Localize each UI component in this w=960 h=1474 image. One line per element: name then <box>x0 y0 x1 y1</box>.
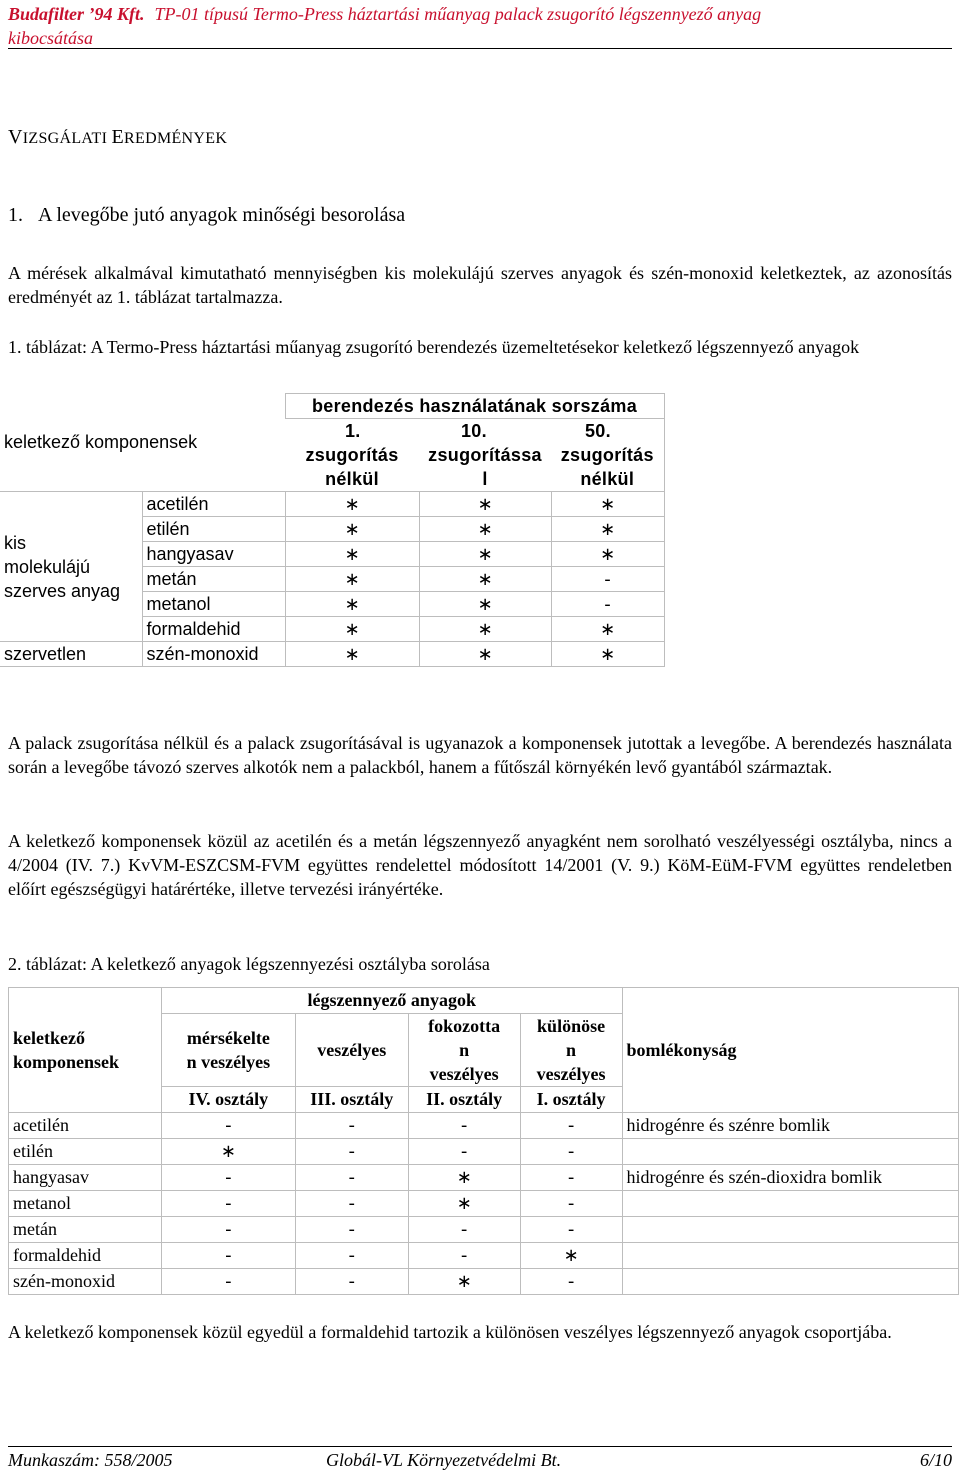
table2-caption: 2. táblázat: A keletkező anyagok légszennyezési osztályba sorolása <box>8 954 490 974</box>
table2-cell: - <box>295 1139 408 1165</box>
table2-decomp: hidrogénre és szénre bomlik <box>622 1113 958 1139</box>
table2-cell: ∗ <box>408 1191 520 1217</box>
table1-group-organic: kis molekulájú szerves anyag <box>0 492 142 642</box>
table2-cell: - <box>520 1113 622 1139</box>
table2-cell: - <box>295 1243 408 1269</box>
table1-row-name: acetilén <box>142 492 285 517</box>
table1-cell: ∗ <box>285 517 419 542</box>
table1-row-label: keletkező komponensek <box>4 431 198 452</box>
subsection-heading <box>8 204 952 227</box>
table1-cell: ∗ <box>551 517 664 542</box>
table1-col-mode-1a: zsugorítás <box>305 444 399 465</box>
paragraph-1: A mérések alkalmával kimutatható mennyiségben kis molekulájú szerves anyagok és szén-monoxid keletkeztek, az azonosítás eredményét az 1. táblázat tartalmazza. <box>8 263 952 307</box>
table2-cell: - <box>295 1217 408 1243</box>
table2-cell: - <box>520 1191 622 1217</box>
table1-cell: ∗ <box>285 617 419 642</box>
table2-class-1: IV. osztály <box>161 1087 295 1113</box>
paragraph-5: A keletkező komponensek közül egyedül a formaldehid tartozik a különösen veszélyes légszennyező anyagok csoportjába. <box>8 1322 892 1342</box>
table2-cell: - <box>408 1217 520 1243</box>
table2-cell: ∗ <box>408 1165 520 1191</box>
subsection-number: 1. <box>8 204 23 226</box>
table1-cell: ∗ <box>419 492 551 517</box>
table2-cell: - <box>408 1139 520 1165</box>
table1-row-name: etilén <box>142 517 285 542</box>
table2-decomp <box>622 1191 958 1217</box>
footer-job-number: Munkaszám: 558/2005 <box>8 1450 173 1470</box>
table2-group-label: légszennyező anyagok <box>161 988 622 1014</box>
table1-cell: ∗ <box>419 567 551 592</box>
footer-page-number: 6/10 <box>919 1450 952 1470</box>
paragraph-3: A palack zsugorítása nélkül és a palack zsugorításával is ugyanazok a komponensek jutottak a levegőbe. A berendezés használata során a levegőbe távozó szerves alkotók nem a palackból, hanem a fűtőszál környékén levő gyantából származtak. <box>8 733 952 777</box>
table1-cell: ∗ <box>419 517 551 542</box>
table2-cell: - <box>408 1243 520 1269</box>
table2-cell: - <box>161 1191 295 1217</box>
table1-row-name: szén-monoxid <box>142 642 285 667</box>
table1-col-group: berendezés használatának sorszáma <box>285 394 664 419</box>
table2-decomp <box>622 1243 958 1269</box>
table2-cell: - <box>295 1191 408 1217</box>
header-divider <box>8 48 952 49</box>
table2-class-2: III. osztály <box>295 1087 408 1113</box>
table2-cell: - <box>520 1139 622 1165</box>
table1-col-num-3: 50. <box>551 419 664 444</box>
table1-row-name: hangyasav <box>142 542 285 567</box>
table2-row-name: formaldehid <box>9 1243 162 1269</box>
table1-cell: ∗ <box>419 542 551 567</box>
table1-row-name: metanol <box>142 592 285 617</box>
table2-cat-4: különöse n veszélyes <box>520 1014 622 1087</box>
table1-cell: ∗ <box>551 492 664 517</box>
table1-col-mode-1b: nélkül <box>285 467 419 492</box>
table2-row-name: etilén <box>9 1139 162 1165</box>
page-header <box>8 2 952 50</box>
table1-col-mode-3b: nélkül <box>551 467 664 492</box>
table1-cell: ∗ <box>285 567 419 592</box>
table2-row-name: acetilén <box>9 1113 162 1139</box>
table1-row-name: metán <box>142 567 285 592</box>
table1-cell: ∗ <box>551 542 664 567</box>
table2-row-name: metán <box>9 1217 162 1243</box>
table2-cell: ∗ <box>408 1269 520 1295</box>
table-1 <box>0 393 665 667</box>
table2-row-name: szén-monoxid <box>9 1269 162 1295</box>
table1-cell: ∗ <box>551 617 664 642</box>
table2-cat-3: fokozotta n veszélyes <box>408 1014 520 1087</box>
table2-cell: - <box>295 1113 408 1139</box>
heading-part-2: REDMÉNYEK <box>124 130 228 147</box>
table2-cell: - <box>161 1217 295 1243</box>
table2-decomp <box>622 1217 958 1243</box>
table2-class-4: I. osztály <box>520 1087 622 1113</box>
table1-group-inorganic: szervetlen <box>0 642 142 667</box>
table2-cell: - <box>520 1165 622 1191</box>
table2-cell: - <box>295 1269 408 1295</box>
header-title-cont: kibocsátása <box>8 28 93 48</box>
table1-cell: - <box>551 592 664 617</box>
table1-caption: 1. táblázat: A Termo-Press háztartási műanyag zsugorító berendezés üzemeltetésekor keletkező légszennyező anyagok <box>8 337 860 357</box>
table2-cell: - <box>520 1269 622 1295</box>
table1-cell: ∗ <box>285 542 419 567</box>
table-2 <box>8 987 959 1295</box>
table1-cell: ∗ <box>285 492 419 517</box>
table2-cell: - <box>161 1243 295 1269</box>
table2-cat-1: mérsékelte n veszélyes <box>161 1014 295 1087</box>
table1-cell: ∗ <box>419 617 551 642</box>
table1-cell: ∗ <box>551 642 664 667</box>
table2-cell: - <box>408 1113 520 1139</box>
table1-cell: ∗ <box>419 642 551 667</box>
heading-part-1: IZSGÁLATI <box>22 130 112 147</box>
table1-cell: - <box>551 567 664 592</box>
header-line-1 <box>8 2 952 26</box>
heading-letter-e: E <box>111 126 125 148</box>
paragraph-4: A keletkező komponensek közül az acetilén és a metán légszennyező anyagként nem sorolható veszélyességi osztályba, nincs a 4/2004 (IV. 7.) KvVM-ESZCSM-FVM együttes rendelettel módosított 14/2001 (V. 9.) KöM-EüM-FVM együttes rendeletben előírt egészségügyi határértéke, illetve tervezési irányértéke. <box>8 831 952 899</box>
table1-cell: ∗ <box>285 592 419 617</box>
table1-col-mode-2a: zsugorítássa <box>428 444 542 465</box>
table1-cell: ∗ <box>285 642 419 667</box>
table1-col-mode-2b: l <box>419 467 551 492</box>
table2-row-label: keletkező komponensek <box>9 988 162 1113</box>
footer-divider <box>8 1446 952 1447</box>
table2-cell: - <box>161 1165 295 1191</box>
header-title: TP-01 típusú Termo-Press háztartási műanyag palack zsugorító légszennyező anyag <box>154 4 762 24</box>
heading-letter-v: V <box>8 126 23 148</box>
table2-cell: - <box>295 1165 408 1191</box>
table2-cell: - <box>161 1113 295 1139</box>
table1-col-mode-3a: zsugorítás <box>551 443 664 467</box>
section-heading <box>8 126 952 149</box>
table2-class-3: II. osztály <box>408 1087 520 1113</box>
table2-cell: ∗ <box>520 1243 622 1269</box>
table1-cell: ∗ <box>419 592 551 617</box>
table1-col-num-1: 1. <box>345 420 361 441</box>
header-brand: Budafilter ’94 Kft. <box>8 4 145 24</box>
table2-decomp: hidrogénre és szén-dioxidra bomlik <box>622 1165 958 1191</box>
table2-row-name: metanol <box>9 1191 162 1217</box>
subsection-title: A levegőbe jutó anyagok minőségi besorolása <box>38 204 406 226</box>
table2-decomp <box>622 1139 958 1165</box>
table1-col-num-2: 10. <box>461 420 487 441</box>
table1-row-name: formaldehid <box>142 617 285 642</box>
table2-cell: - <box>520 1217 622 1243</box>
footer-company: Globál-VL Környezetvédelmi Bt. <box>326 1450 562 1470</box>
table2-cell: ∗ <box>161 1139 295 1165</box>
table2-cell: - <box>161 1269 295 1295</box>
table2-decomp <box>622 1269 958 1295</box>
table2-cat-2: veszélyes <box>295 1014 408 1087</box>
table2-row-name: hangyasav <box>9 1165 162 1191</box>
table2-decomp-header: bomlékonyság <box>622 988 958 1113</box>
